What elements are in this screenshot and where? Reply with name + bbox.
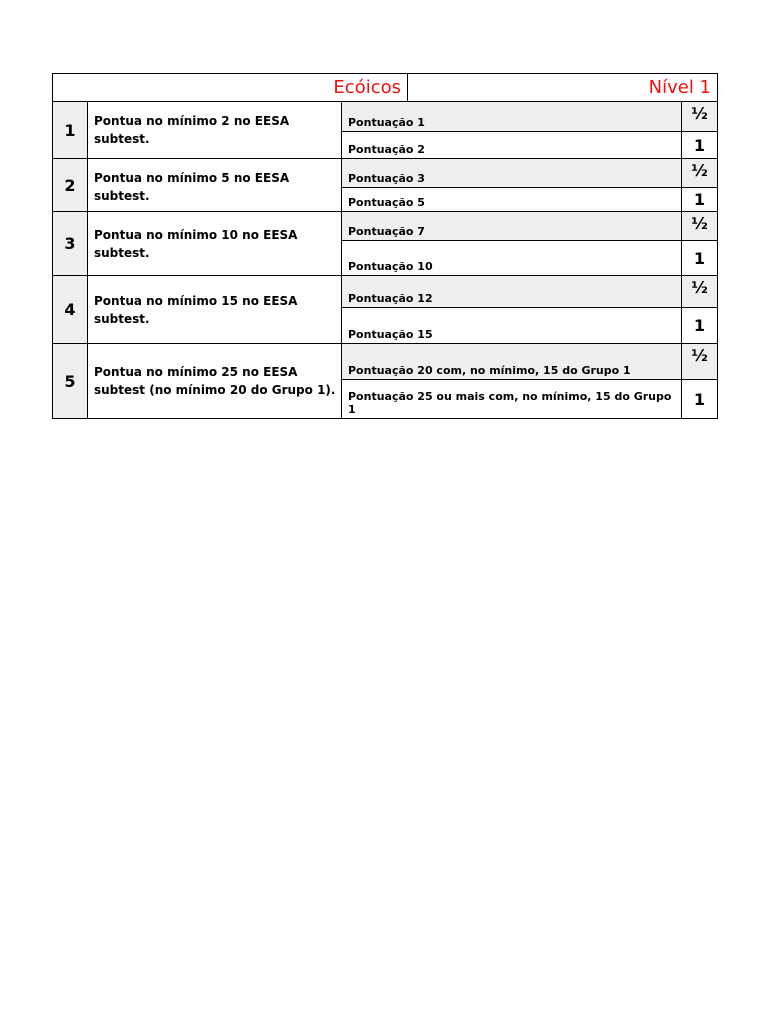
- row-number: 5: [53, 344, 88, 419]
- row-number: 4: [53, 276, 88, 344]
- row-number: 3: [53, 212, 88, 276]
- score-value: ½: [682, 212, 718, 241]
- table-row: [53, 276, 718, 308]
- table-row: [53, 212, 718, 241]
- score-value: 1: [682, 132, 718, 159]
- criterion-text: Pontuação 1: [342, 102, 682, 132]
- score-value: 1: [682, 308, 718, 344]
- criterion-text: Pontuação 10: [342, 241, 682, 276]
- score-value: ½: [682, 276, 718, 308]
- criterion-text: Pontuação 15: [342, 308, 682, 344]
- criterion-text: Pontuação 3: [342, 159, 682, 188]
- criterion-text: Pontuação 2: [342, 132, 682, 159]
- score-value: 1: [682, 380, 718, 419]
- criterion-text: Pontuação 20 com, no mínimo, 15 do Grupo 1: [342, 344, 682, 380]
- table-row: [53, 102, 718, 132]
- criterion-text: Pontuação 25 ou mais com, no mínimo, 15 do Grupo 1: [342, 380, 682, 419]
- score-value: ½: [682, 159, 718, 188]
- score-value: ½: [682, 344, 718, 380]
- score-value: 1: [682, 241, 718, 276]
- score-value: ½: [682, 102, 718, 132]
- milestone-description: Pontua no mínimo 15 no EESA subtest.: [88, 276, 342, 344]
- score-value: 1: [682, 188, 718, 212]
- section-title: Ecóicos: [53, 74, 408, 102]
- criterion-text: Pontuação 7: [342, 212, 682, 241]
- row-number: 2: [53, 159, 88, 212]
- table-row: [53, 159, 718, 188]
- table-row: [53, 344, 718, 380]
- row-number: 1: [53, 102, 88, 159]
- milestone-description: Pontua no mínimo 25 no EESA subtest (no mínimo 20 do Grupo 1).: [88, 344, 342, 419]
- milestone-description: Pontua no mínimo 2 no EESA subtest.: [88, 102, 342, 159]
- milestone-description: Pontua no mínimo 10 no EESA subtest.: [88, 212, 342, 276]
- table-header-row: [53, 74, 718, 102]
- level-title: Nível 1: [408, 74, 718, 102]
- criterion-text: Pontuação 12: [342, 276, 682, 308]
- milestone-description: Pontua no mínimo 5 no EESA subtest.: [88, 159, 342, 212]
- scoring-table: [52, 73, 718, 419]
- criterion-text: Pontuação 5: [342, 188, 682, 212]
